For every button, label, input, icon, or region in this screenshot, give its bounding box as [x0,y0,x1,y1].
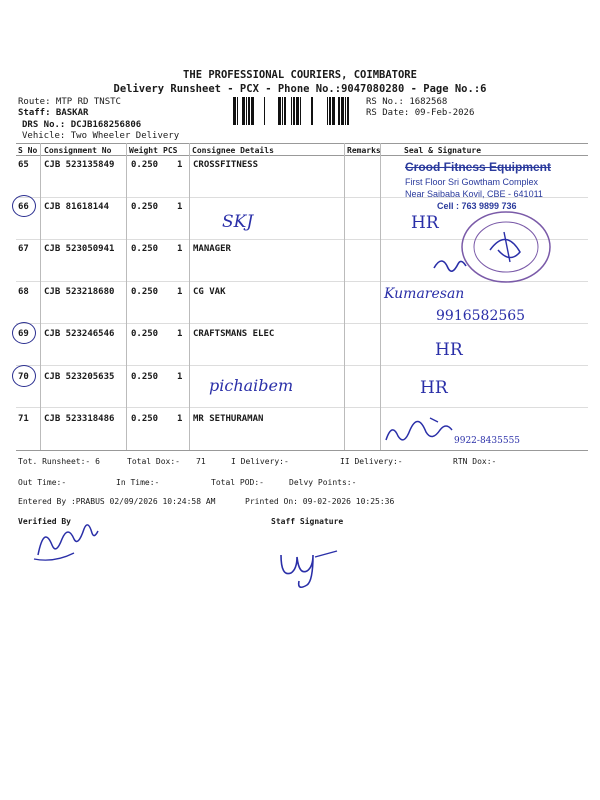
total-dox-value: 71 [196,457,206,466]
col-remarks: Remarks [347,146,381,155]
total-dox-label: Total Dox:- [127,457,180,466]
cell-weight: 0.250 [131,202,159,212]
cell-sno: 70 [18,372,29,382]
cell-weight: 0.250 [131,160,159,170]
stamp-cell: Cell : 763 9899 736 [437,201,517,211]
staff-label: Staff: BASKAR [18,108,89,118]
cell-sno: 68 [18,287,29,297]
handwritten-consignee: pichaibem [209,376,294,395]
cell-weight: 0.250 [131,372,159,382]
cell-pcs: 1 [177,372,183,382]
col-consignee: Consignee Details [192,146,274,155]
cell-pcs: 1 [177,414,183,424]
cell-sno: 65 [18,160,29,170]
rs-number: RS No.: 1682568 [366,97,448,107]
staff-signature-icon [275,545,345,590]
row-rule [16,365,588,366]
runsheet-subtitle: Delivery Runsheet - PCX - Phone No.:9047080280 - Page No.:6 [113,83,487,95]
cell-weight: 0.250 [131,329,159,339]
handwritten-hr: HR [411,213,439,233]
col-weight: Weight [129,146,158,155]
vehicle-label: Vehicle: Two Wheeler Delivery [22,131,180,141]
sno-circle-mark [12,195,36,217]
stamp-address-line1: First Floor Sri Gowtham Complex [405,177,539,187]
rtn-dox: RTN Dox:- [453,457,497,466]
handwritten-hr: HR [435,340,463,360]
handwritten-skj: SKJ [222,212,254,232]
sno-circle-mark [12,365,36,387]
delvy-points: Delvy Points:- [289,478,357,487]
cell-consignment: CJB 523246546 [44,329,115,339]
col-divider [189,143,190,450]
total-pod: Total POD:- [211,478,264,487]
handwritten-phone: 9916582565 [436,308,526,324]
sno-circle-mark [12,322,36,344]
cell-consignment: CJB 523218680 [44,287,115,297]
cell-consignee: MANAGER [193,244,231,254]
drs-number: DRS No.: DCJB168256806 [22,120,142,130]
handwritten-hr: HR [420,378,448,398]
col-sno: S No [18,146,38,155]
cell-pcs: 1 [177,287,183,297]
cell-sno: 66 [18,202,29,212]
col-pcs: PCS [163,146,178,155]
col-consignment: Consignment No [44,146,112,155]
cell-pcs: 1 [177,202,183,212]
handwritten-phone: 9922-8435555 [454,436,521,446]
entered-by: Entered By :PRABUS 02/09/2026 10:24:58 AM [18,497,216,506]
table-header-rule [16,155,588,156]
cell-pcs: 1 [177,160,183,170]
table-bottom-rule [16,450,588,451]
table-top-rule [16,143,588,144]
cell-consignee: CROSSFITNESS [193,160,259,170]
cell-consignment: CJB 523135849 [44,160,115,170]
col-seal-signature: Seal & Signature [404,146,482,155]
ii-delivery: II Delivery:- [340,457,403,466]
cell-consignment: CJB 81618144 [44,202,110,212]
tot-runsheet: Tot. Runsheet:- 6 [18,457,100,466]
rs-date: RS Date: 09-Feb-2026 [366,108,475,118]
cell-sno: 67 [18,244,29,254]
i-delivery: I Delivery:- [231,457,289,466]
in-time: In Time:- [116,478,160,487]
cell-consignment: CJB 523050941 [44,244,115,254]
cell-consignment: CJB 523205635 [44,372,115,382]
cell-weight: 0.250 [131,244,159,254]
round-seal-icon [460,210,556,284]
cell-pcs: 1 [177,244,183,254]
cell-consignee: MR SETHURAMAN [193,414,264,424]
cell-sno: 71 [18,414,29,424]
barcode [233,97,361,125]
stamp-address-line2: Near Saibaba Kovil, CBE - 641011 [405,189,543,199]
signature-scribble-icon [430,250,470,278]
cell-pcs: 1 [177,329,183,339]
cell-consignee: CG VAK [193,287,226,297]
row-rule [16,407,588,408]
out-time: Out Time:- [18,478,67,487]
verifier-signature-icon [30,505,110,565]
cell-sno: 69 [18,329,29,339]
staff-signature-label: Staff Signature [271,517,344,526]
col-divider [380,143,381,450]
col-divider [344,143,345,450]
stamp-company-name: Crood Fitness Equipment [405,160,552,174]
cell-weight: 0.250 [131,287,159,297]
col-divider [126,143,127,450]
route-label: Route: MTP RD TNSTC [18,97,121,107]
verified-by-label: Verified By [18,517,71,526]
cell-consignment: CJB 523318486 [44,414,115,424]
handwritten-name: Kumaresan [384,286,465,302]
company-title: THE PROFESSIONAL COURIERS, COIMBATORE [183,69,417,81]
col-divider [40,143,41,450]
printed-on: Printed On: 09-02-2026 10:25:36 [245,497,395,506]
cell-weight: 0.250 [131,414,159,424]
cell-consignee: CRAFTSMANS ELEC [193,329,275,339]
